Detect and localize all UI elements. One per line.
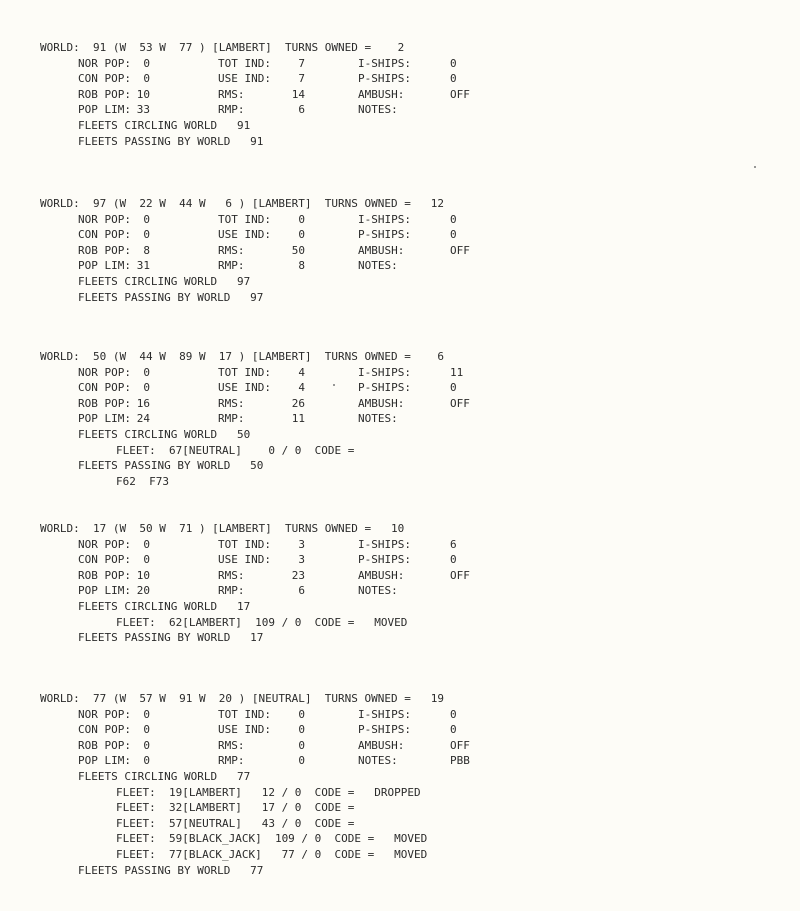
stat-label: CON POP:: [78, 228, 131, 242]
world-header: WORLD: 91 (W 53 W 77 ) [LAMBERT] TURNS OWNED = 2: [40, 41, 405, 54]
stat-value: 0: [143, 723, 150, 737]
print-speck: [754, 166, 756, 168]
stat-label: AMBUSH:: [358, 568, 405, 582]
stat-value: 7: [298, 56, 305, 70]
fleet-entry: FLEET: 67[NEUTRAL] 0 / 0 CODE =: [116, 443, 355, 457]
stat-value: 0: [450, 212, 457, 226]
stat-value: 0: [143, 754, 150, 768]
stat-value: 14: [291, 87, 305, 101]
stat-label: I-SHIPS:: [358, 537, 411, 551]
print-speck: [333, 384, 335, 386]
stat-value: 26: [291, 396, 305, 410]
stat-value: 0: [450, 72, 457, 86]
stat-label: P-SHIPS:: [358, 553, 411, 567]
fleets-circling-label: FLEETS CIRCLING WORLD 50: [78, 428, 251, 441]
stat-value: 7: [298, 72, 305, 86]
stat-label: CON POP:: [78, 72, 131, 86]
stat-label: I-SHIPS:: [358, 707, 411, 721]
fleets-circling-label: FLEETS CIRCLING WORLD 77: [78, 770, 251, 783]
stat-label: USE IND:: [218, 228, 271, 242]
stat-value: 0: [298, 738, 305, 752]
stat-label: I-SHIPS:: [358, 212, 411, 226]
stat-value: 0: [298, 723, 305, 737]
stat-value: 10: [136, 568, 150, 582]
stat-label: NOR POP:: [78, 56, 131, 70]
stat-value: 0: [450, 381, 457, 395]
stat-label: POP LIM:: [78, 259, 131, 273]
stat-label: NOR POP:: [78, 365, 131, 379]
world-header: WORLD: 97 (W 22 W 44 W 6 ) [LAMBERT] TURNS OWNED = 12: [40, 197, 444, 210]
fleets-circling-label: FLEETS CIRCLING WORLD 97: [78, 275, 251, 288]
stat-value: 0: [298, 228, 305, 242]
stat-value: 0: [450, 707, 457, 721]
stat-value: 8: [298, 259, 305, 273]
stat-label: USE IND:: [218, 72, 271, 86]
stat-label: USE IND:: [218, 723, 271, 737]
stat-value: 0: [450, 553, 457, 567]
stat-label: NOTES:: [358, 584, 398, 598]
stat-value: 0: [143, 56, 150, 70]
stat-label: CON POP:: [78, 553, 131, 567]
stat-label: RMP:: [218, 412, 245, 426]
stat-label: POP LIM:: [78, 103, 131, 117]
stat-value: 0: [143, 228, 150, 242]
stat-value: 0: [143, 553, 150, 567]
stat-value: 0: [143, 212, 150, 226]
passing-entry: F62 F73: [116, 474, 169, 488]
stat-value: OFF: [450, 396, 470, 410]
world-header: WORLD: 77 (W 57 W 91 W 20 ) [NEUTRAL] TURNS OWNED = 19: [40, 692, 444, 705]
stat-value: 6: [298, 103, 305, 117]
stat-value: OFF: [450, 87, 470, 101]
stat-label: TOT IND:: [218, 365, 271, 379]
stat-value: 0: [143, 72, 150, 86]
stat-label: USE IND:: [218, 553, 271, 567]
world-header: WORLD: 50 (W 44 W 89 W 17 ) [LAMBERT] TURNS OWNED = 6: [40, 350, 444, 363]
stat-value: 0: [450, 56, 457, 70]
stat-value: 20: [136, 584, 150, 598]
stat-value: 31: [136, 259, 150, 273]
fleets-circling-label: FLEETS CIRCLING WORLD 17: [78, 600, 251, 613]
stat-label: I-SHIPS:: [358, 56, 411, 70]
stat-label: P-SHIPS:: [358, 72, 411, 86]
fleets-passing-label: FLEETS PASSING BY WORLD 17: [78, 631, 264, 645]
stat-label: RMP:: [218, 584, 245, 598]
stat-value: 24: [136, 412, 150, 426]
fleet-entry: FLEET: 19[LAMBERT] 12 / 0 CODE = DROPPED: [116, 785, 421, 799]
stat-label: P-SHIPS:: [358, 381, 411, 395]
stat-label: RMS:: [218, 738, 245, 752]
stat-label: CON POP:: [78, 723, 131, 737]
stat-value: 6: [450, 537, 457, 551]
stat-value: 0: [298, 212, 305, 226]
stat-label: NOTES:: [358, 754, 398, 768]
stat-label: NOTES:: [358, 259, 398, 273]
stat-label: TOT IND:: [218, 537, 271, 551]
stat-value: OFF: [450, 568, 470, 582]
stat-label: NOR POP:: [78, 537, 131, 551]
stat-value: 0: [143, 537, 150, 551]
fleets-passing-label: FLEETS PASSING BY WORLD 97: [78, 290, 264, 304]
stat-label: ROB POP:: [78, 738, 131, 752]
stat-label: RMP:: [218, 259, 245, 273]
stat-label: ROB POP:: [78, 243, 131, 257]
stat-label: P-SHIPS:: [358, 228, 411, 242]
stat-label: ROB POP:: [78, 568, 131, 582]
stat-label: TOT IND:: [218, 707, 271, 721]
stat-label: I-SHIPS:: [358, 365, 411, 379]
stat-value: 0: [143, 365, 150, 379]
stat-label: AMBUSH:: [358, 243, 405, 257]
stat-value: 0: [143, 738, 150, 752]
stat-label: AMBUSH:: [358, 738, 405, 752]
stat-label: AMBUSH:: [358, 87, 405, 101]
stat-label: RMS:: [218, 243, 245, 257]
stat-label: NOTES:: [358, 412, 398, 426]
stat-value: 8: [143, 243, 150, 257]
stat-value: 11: [450, 365, 464, 379]
stat-value: 50: [291, 243, 305, 257]
fleet-entry: FLEET: 77[BLACK_JACK] 77 / 0 CODE = MOVED: [116, 848, 428, 861]
stat-value: 0: [143, 707, 150, 721]
fleets-circling-label: FLEETS CIRCLING WORLD 91: [78, 119, 251, 132]
fleet-entry: FLEET: 57[NEUTRAL] 43 / 0 CODE =: [116, 816, 355, 830]
stat-value: 4: [298, 381, 305, 395]
stat-label: NOR POP:: [78, 212, 131, 226]
world-header: WORLD: 17 (W 50 W 71 ) [LAMBERT] TURNS OWNED = 10: [40, 522, 405, 535]
stat-value: 23: [291, 568, 305, 582]
stat-label: TOT IND:: [218, 212, 271, 226]
stat-value: OFF: [450, 738, 470, 752]
stat-value: 33: [136, 103, 150, 117]
stat-value: OFF: [450, 243, 470, 257]
stat-value: 0: [143, 381, 150, 395]
stat-value: 16: [136, 396, 150, 410]
stat-label: TOT IND:: [218, 56, 271, 70]
stat-value: 0: [298, 754, 305, 768]
stat-label: ROB POP:: [78, 396, 131, 410]
stat-value: 6: [298, 584, 305, 598]
stat-value: 0: [450, 723, 457, 737]
stat-label: POP LIM:: [78, 412, 131, 426]
stat-value: 0: [298, 707, 305, 721]
fleet-entry: FLEET: 32[LAMBERT] 17 / 0 CODE =: [116, 801, 355, 815]
stat-label: RMP:: [218, 754, 245, 768]
stat-value: PBB: [450, 754, 470, 768]
fleet-entry: FLEET: 62[LAMBERT] 109 / 0 CODE = MOVED: [116, 615, 408, 629]
fleet-entry: FLEET: 59[BLACK_JACK] 109 / 0 CODE = MOVED: [116, 832, 428, 846]
fleets-passing-label: FLEETS PASSING BY WORLD 50: [78, 459, 264, 473]
stat-label: POP LIM:: [78, 584, 131, 598]
stat-value: 3: [298, 553, 305, 567]
stat-label: ROB POP:: [78, 87, 131, 101]
stat-label: AMBUSH:: [358, 396, 405, 410]
stat-value: 10: [136, 87, 150, 101]
stat-label: POP LIM:: [78, 754, 131, 768]
stat-value: 11: [291, 412, 305, 426]
stat-value: 0: [450, 228, 457, 242]
stat-label: NOTES:: [358, 103, 398, 117]
stat-label: NOR POP:: [78, 707, 131, 721]
stat-label: RMS:: [218, 396, 245, 410]
stat-label: P-SHIPS:: [358, 723, 411, 737]
stat-label: CON POP:: [78, 381, 131, 395]
stat-label: RMS:: [218, 568, 245, 582]
fleets-passing-label: FLEETS PASSING BY WORLD 91: [78, 134, 264, 148]
stat-label: USE IND:: [218, 381, 271, 395]
stat-value: 4: [298, 365, 305, 379]
stat-value: 3: [298, 537, 305, 551]
stat-label: RMS:: [218, 87, 245, 101]
stat-label: RMP:: [218, 103, 245, 117]
fleets-passing-label: FLEETS PASSING BY WORLD 77: [78, 863, 264, 877]
